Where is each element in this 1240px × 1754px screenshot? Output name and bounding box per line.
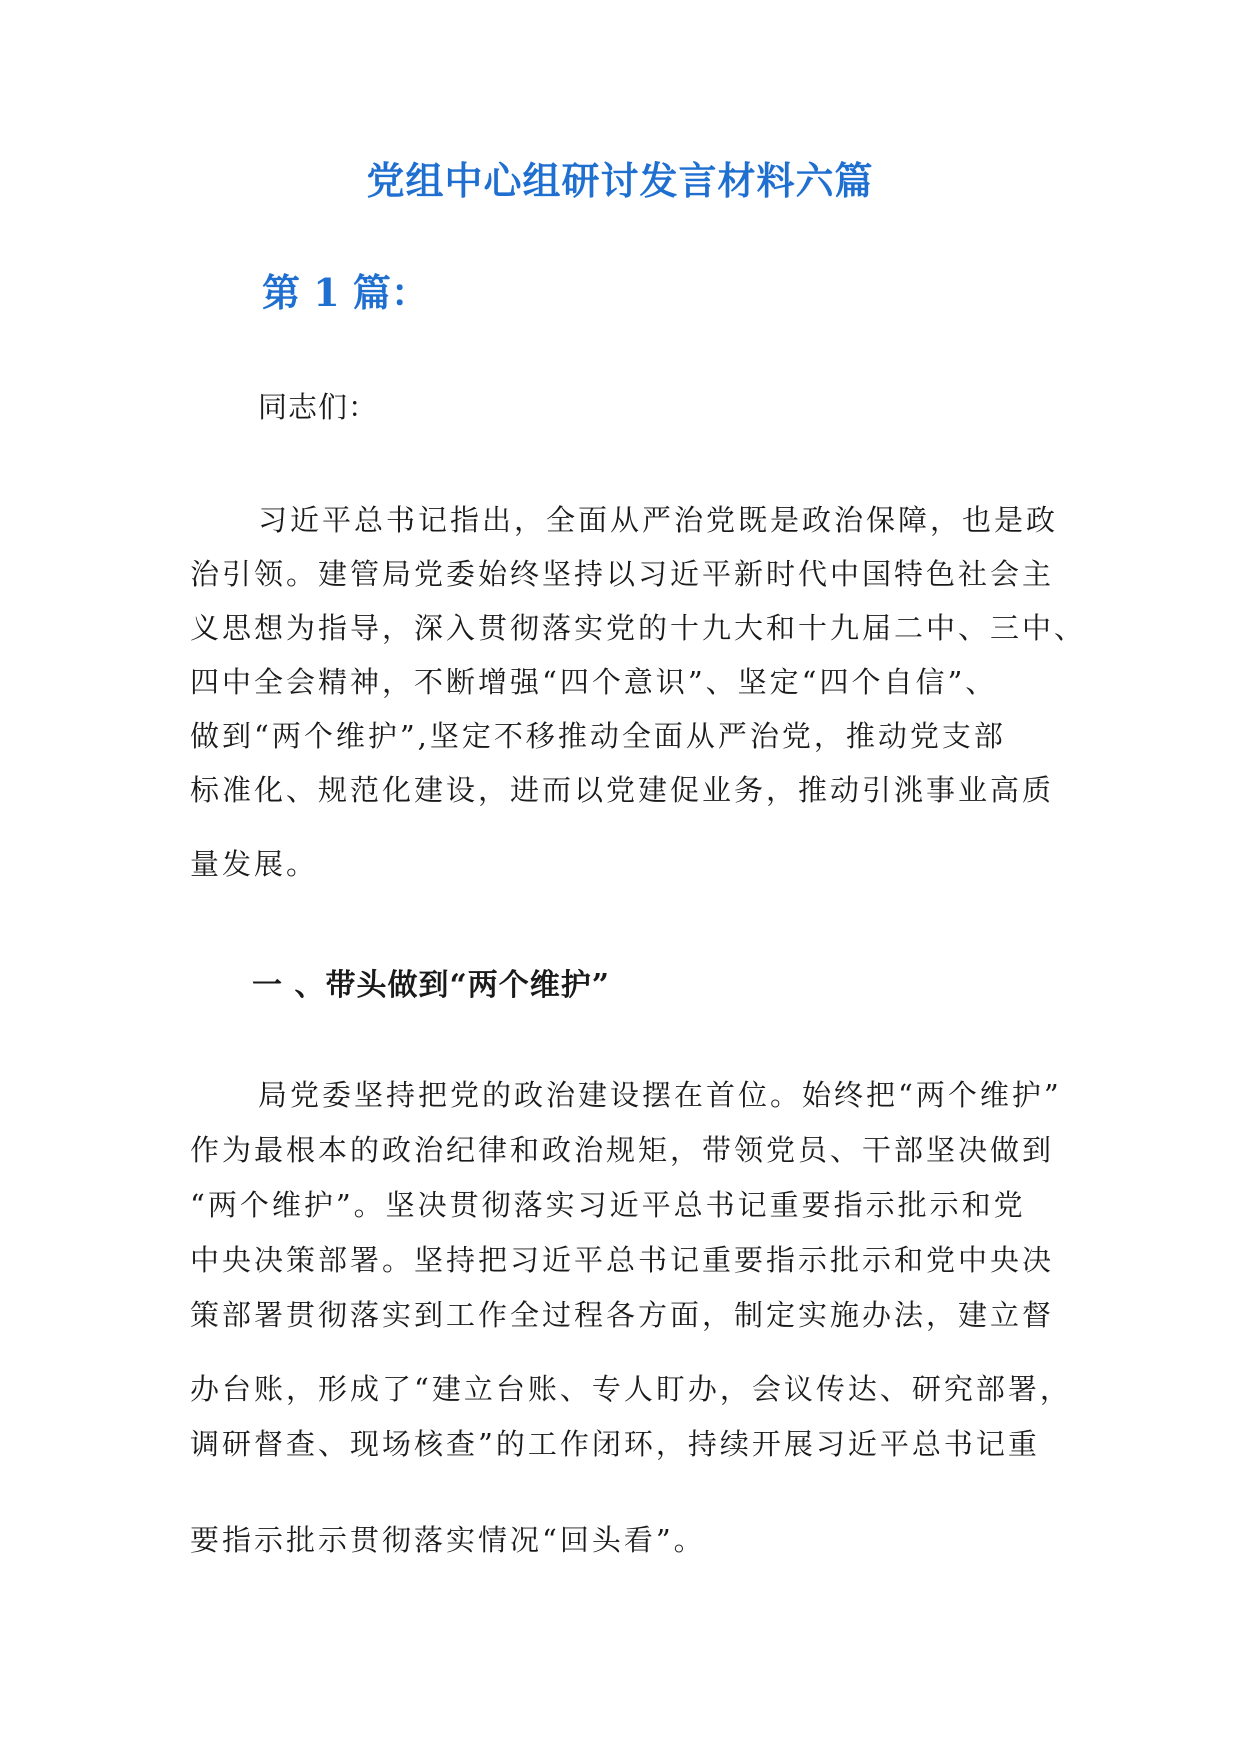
paragraph-line: 标准化、规范化建设，进而以党建促业务，推动引洮事业高质 bbox=[190, 773, 1055, 807]
paragraph-line: 治引领。建管局党委始终坚持以习近平新时代中国特色社会主 bbox=[190, 557, 1055, 591]
paragraph-line: 做到“两个维护”,坚定不移推动全面从严治党，推动党支部 bbox=[190, 719, 1006, 753]
paragraph-line: “两个维护”。坚决贯彻落实习近平总书记重要指示批示和党 bbox=[190, 1188, 1026, 1222]
paragraph-line: 局党委坚持把党的政治建设摆在首位。始终把“两个维护” bbox=[258, 1078, 1062, 1112]
paragraph-line: 中央决策部署。坚持把习近平总书记重要指示批示和党中央决 bbox=[190, 1243, 1055, 1277]
paragraph-line: 调研督查、现场核查”的工作闭环，持续开展习近平总书记重 bbox=[190, 1427, 1040, 1461]
document-title: 党组中心组研讨发言材料六篇 bbox=[366, 158, 874, 203]
paragraph-line: 量发展。 bbox=[190, 847, 319, 881]
paragraph-line: 策部署贯彻落实到工作全过程各方面，制定实施办法，建立督 bbox=[190, 1298, 1055, 1332]
paragraph-line: 义思想为指导，深入贯彻落实党的十九大和十九届二中、三中、 bbox=[190, 611, 1087, 645]
paragraph-line: 办台账，形成了“建立台账、专人盯办，会议传达、研究部署， bbox=[190, 1372, 1072, 1406]
greeting: 同志们： bbox=[258, 390, 379, 424]
part-heading: 第 1 篇： bbox=[262, 270, 429, 315]
paragraph-line: 习近平总书记指出，全面从严治党既是政治保障，也是政 bbox=[258, 503, 1059, 537]
subheading-1: 一 、带头做到“两个维护” bbox=[252, 968, 610, 1003]
paragraph-line: 作为最根本的政治纪律和政治规矩，带领党员、干部坚决做到 bbox=[190, 1133, 1055, 1167]
paragraph-line: 要指示批示贯彻落实情况“回头看”。 bbox=[190, 1523, 706, 1557]
paragraph-line: 四中全会精神，不断增强“四个意识”、坚定“四个自信”、 bbox=[190, 665, 998, 699]
